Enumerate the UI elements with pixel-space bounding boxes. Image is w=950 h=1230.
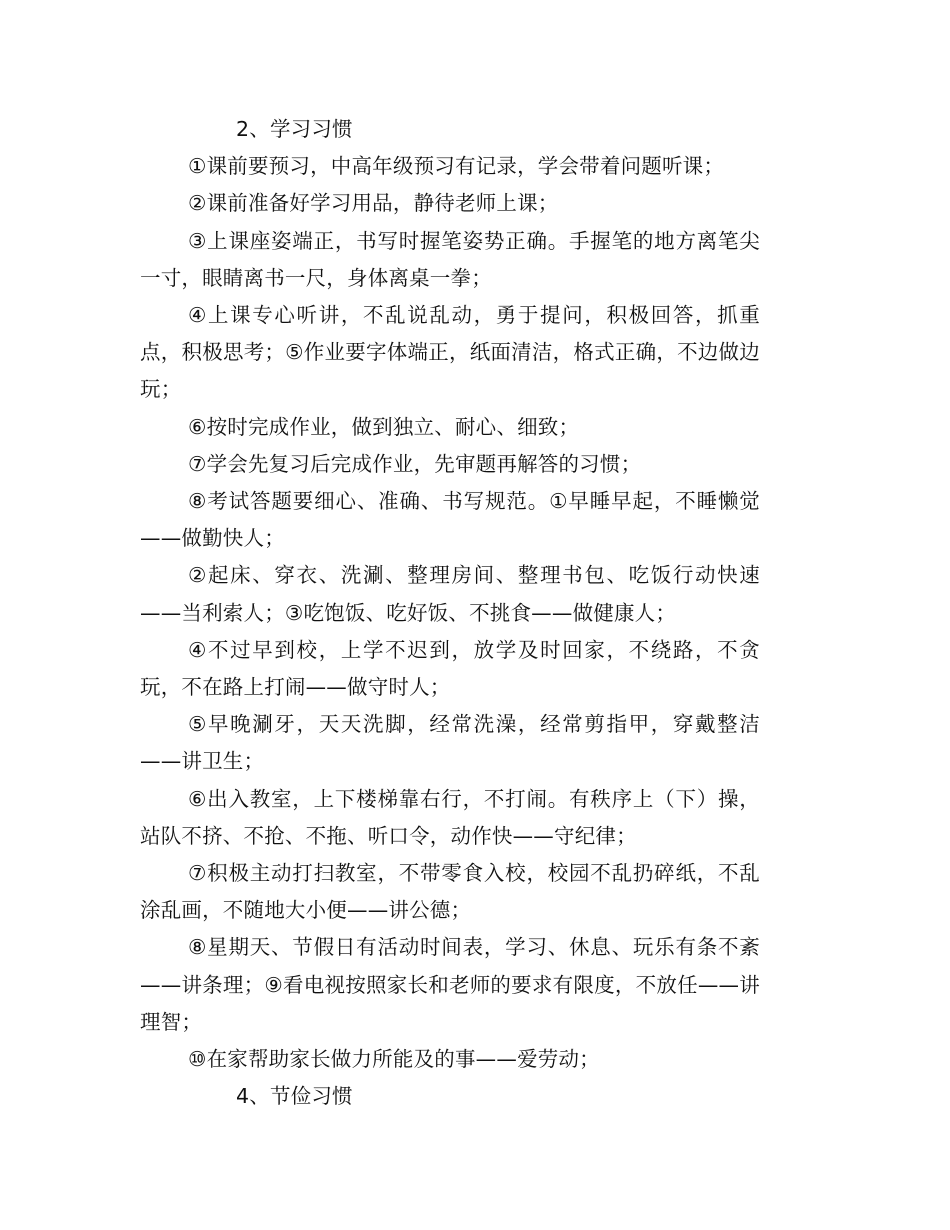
paragraph: ⑦积极主动打扫教室，不带零食入校，校园不乱扔碎纸，不乱涂乱画，不随地大小便——讲公德； [140, 861, 760, 923]
paragraph: ⑩在家帮助家长做力所能及的事——爱劳动； [188, 1047, 600, 1072]
paragraph: ⑥按时完成作业，做到独立、耐心、细致； [188, 414, 580, 439]
paragraph: ⑧考试答题要细心、准确、书写规范。①早睡早起，不睡懒觉——做勤快人； [140, 489, 760, 551]
paragraph: ④上课专心听讲，不乱说乱动，勇于提问，积极回答，抓重点，积极思考；⑤作业要字体端正，纸面清洁，格式正确，不边做边玩； [140, 303, 760, 402]
section-heading-study-habits: 2、学习习惯 [236, 117, 353, 141]
paragraph: ⑦学会先复习后完成作业，先审题再解答的习惯； [188, 451, 642, 476]
paragraph: ①课前要预习，中高年级预习有记录，学会带着问题听课； [188, 154, 725, 179]
paragraph: ④不过早到校，上学不迟到，放学及时回家，不绕路，不贪玩，不在路上打闹——做守时人； [140, 637, 760, 700]
paragraph: ⑥出入教室，上下楼梯靠右行，不打闹。有秩序上（下）操，站队不挤、不抢、不拖、听口令，动作快——守纪律； [140, 786, 760, 848]
paragraph: ②起床、穿衣、洗涮、整理房间、整理书包、吃饭行动快速——当利索人；③吃饱饭、吃好饭、不挑食——做健康人； [140, 563, 760, 625]
paragraph: ⑤早晚涮牙，天天洗脚，经常洗澡，经常剪指甲，穿戴整洁——讲卫生； [140, 712, 760, 774]
paragraph: ③上课座姿端正，书写时握笔姿势正确。手握笔的地方离笔尖一寸，眼睛离书一尺，身体离桌一拳； [140, 228, 760, 290]
paragraph: ⑧星期天、节假日有活动时间表，学习、休息、玩乐有条不紊——讲条理；⑨看电视按照家长和老师的要求有限度，不放任——讲理智； [140, 935, 760, 1034]
section-heading-thrift-habits: 4、节俭习惯 [236, 1084, 353, 1109]
document-body [140, 111, 760, 1115]
paragraph: ②课前准备好学习用品，静待老师上课； [188, 191, 559, 216]
